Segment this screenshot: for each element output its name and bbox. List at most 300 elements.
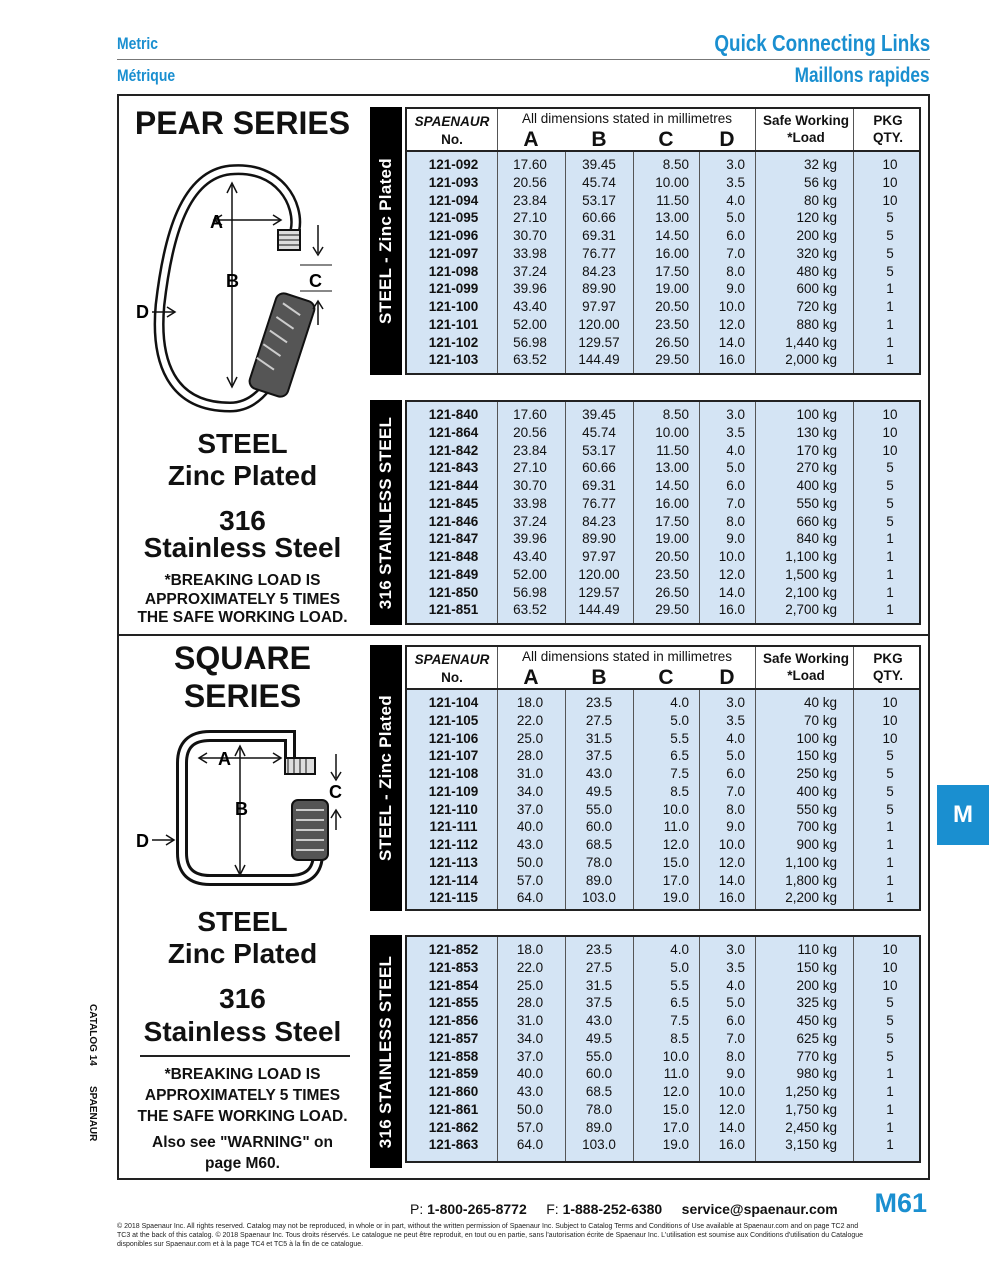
part-number: 121-842	[428, 442, 479, 458]
dim-c: 6.5	[670, 748, 689, 764]
dim-b: 39.45	[582, 407, 616, 422]
column-rule	[853, 402, 854, 623]
part-number: 121-864	[428, 424, 479, 440]
phone-label: P:	[410, 1201, 424, 1217]
dim-c: 26.50	[655, 334, 689, 350]
dim-c: 10.0	[662, 801, 689, 817]
pkg-qty: 1	[886, 281, 894, 297]
safe-working-load: 550 kg	[796, 495, 837, 511]
dim-d: 7.0	[726, 783, 745, 799]
pkg-qty: 5	[886, 210, 894, 226]
square-label-c: C	[329, 782, 342, 802]
part-number: 121-113	[429, 854, 478, 870]
safe-working-load: 1,250 kg	[785, 1084, 837, 1099]
safe-working-load: 2,100 kg	[785, 584, 837, 600]
part-number: 121-845	[428, 495, 479, 511]
pear-label-c: C	[309, 271, 322, 291]
dim-d: 8.0	[726, 513, 745, 529]
dim-b: 43.0	[585, 1013, 613, 1028]
safe-working-load: 325 kg	[796, 995, 837, 1011]
dim-b: 37.5	[585, 748, 613, 764]
dim-a: 63.52	[513, 602, 547, 618]
part-number: 121-099	[428, 281, 479, 297]
dim-d: 5.0	[726, 460, 745, 476]
col-c: C	[658, 666, 674, 689]
dim-d: 9.0	[726, 819, 745, 835]
dim-a: 39.96	[513, 531, 547, 547]
dim-b: 37.5	[585, 995, 613, 1011]
part-number: 121-098	[428, 263, 479, 279]
pkg-qty: 5	[886, 766, 894, 781]
dim-a: 50.0	[516, 1101, 544, 1117]
pear-note-2: APPROXIMATELY 5 TIMES	[144, 590, 341, 608]
square-label-d: D	[136, 831, 149, 851]
dim-c: 11.0	[663, 1066, 689, 1082]
safe-working-load: 720 kg	[796, 299, 837, 314]
pear-stainless: Stainless Steel	[143, 532, 342, 563]
dim-d: 10.0	[718, 549, 745, 564]
table-header	[407, 109, 919, 152]
dim-c: 10.00	[655, 424, 689, 440]
safe-working-load: 480 kg	[796, 263, 837, 279]
dim-b: 27.5	[585, 959, 613, 975]
safe-working-load: 32 kg	[803, 157, 837, 172]
dim-c: 19.00	[655, 531, 689, 547]
dim-d: 6.0	[726, 1013, 745, 1028]
dim-b: 89.0	[585, 1119, 613, 1135]
pkg-qty: 10	[882, 174, 898, 190]
part-number: 121-844	[428, 478, 479, 493]
dim-d: 9.0	[726, 281, 745, 297]
dim-d: 5.0	[726, 995, 745, 1011]
dim-a: 37.0	[516, 801, 544, 817]
pkg-qty: 10	[882, 442, 898, 458]
part-number: 121-857	[428, 1030, 479, 1046]
dim-a: 43.40	[513, 299, 547, 314]
safe-working-load: 400 kg	[796, 478, 837, 493]
dim-b: 60.66	[582, 460, 616, 476]
section-divider	[117, 634, 930, 636]
part-number: 121-096	[428, 228, 479, 243]
dim-c: 10.00	[655, 174, 689, 190]
pkg-qty: 5	[886, 460, 894, 476]
side-brand: SPAENAUR	[87, 1086, 98, 1142]
pkg-qty: 1	[886, 819, 894, 835]
dim-c: 23.50	[655, 316, 689, 332]
dim-c: 6.5	[670, 995, 689, 1011]
dim-b: 144.49	[578, 602, 620, 618]
header-rule	[497, 647, 498, 688]
dim-d: 3.5	[726, 959, 745, 975]
square-316: 316	[219, 983, 266, 1014]
dim-a: 25.0	[516, 730, 544, 746]
dim-c: 26.50	[655, 584, 689, 600]
part-number: 121-109	[428, 783, 479, 799]
dim-b: 23.5	[585, 695, 613, 710]
dim-b: 31.5	[585, 977, 613, 993]
dim-d: 12.0	[718, 1101, 745, 1117]
dim-c: 19.00	[655, 281, 689, 297]
safe-working-load: 2,450 kg	[785, 1119, 837, 1135]
pkg-qty: 10	[882, 192, 898, 208]
dim-c: 16.00	[655, 495, 689, 511]
dim-b: 55.0	[585, 801, 613, 817]
dim-a: 43.40	[513, 549, 547, 564]
square-note-3: THE SAFE WORKING LOAD.	[137, 1108, 348, 1125]
dim-a: 39.96	[513, 281, 547, 297]
dim-d: 8.0	[726, 263, 745, 279]
pear-steel-bar: STEEL - Zinc Plated	[370, 107, 402, 375]
pkg-qty: 5	[886, 1013, 894, 1028]
dim-d: 7.0	[726, 1030, 745, 1046]
pkg-qty: 10	[882, 157, 898, 172]
col-d: D	[719, 666, 735, 689]
safe-working-load: 625 kg	[796, 1030, 837, 1046]
dim-b: 76.77	[582, 245, 616, 261]
legal-line-2: TC3 at the back of this catalog. © 2018 Spaenaur Inc. Tous droits réservés. Le catalogue ne peut être reproduit, en tout ou en partie, sans l'autorisation écrite de Spaenaur Inc. L'utilisation est soumise aux Conditions d'utilisation du Catalogue	[117, 1232, 864, 1239]
pkg-qty: 1	[886, 299, 894, 314]
dim-c: 17.0	[662, 872, 689, 888]
square-also-1: Also see "WARNING" on	[152, 1134, 333, 1151]
dim-a: 56.98	[513, 584, 547, 600]
header-rule	[853, 647, 854, 688]
dim-a: 43.0	[516, 837, 544, 852]
dim-a: 64.0	[516, 890, 544, 906]
col-no: No.	[441, 132, 463, 147]
header-rule	[755, 647, 756, 688]
part-number: 121-860	[428, 1084, 479, 1099]
pkg-qty: 1	[886, 531, 894, 547]
part-number: 121-095	[428, 210, 479, 226]
dim-b: 53.17	[582, 442, 616, 458]
dim-a: 37.0	[516, 1048, 544, 1064]
pear-ss-bar: 316 STAINLESS STEEL	[370, 400, 402, 625]
dim-c: 23.50	[655, 566, 689, 582]
dim-c: 8.5	[670, 783, 689, 799]
legal-line-1: © 2018 Spaenaur Inc. All rights reserved. Catalog may not be reproduced, in whole or in part, without the written permission of Spaenaur Inc. Subject to Catalog Terms and Conditions of Use available at Spaenaur.com and on page TC2 and	[117, 1223, 859, 1230]
dim-c: 20.50	[655, 299, 689, 314]
pkg-qty: 1	[886, 602, 894, 618]
safe-working-load: 100 kg	[796, 407, 837, 422]
dim-d: 6.0	[726, 478, 745, 493]
dim-c: 11.50	[656, 442, 689, 458]
safe-working-load: 170 kg	[796, 442, 837, 458]
dim-b: 60.66	[582, 210, 616, 226]
dim-a: 52.00	[513, 566, 547, 582]
dim-b: 68.5	[585, 1084, 613, 1099]
header-metrique: Métrique	[117, 66, 176, 85]
part-number: 121-846	[428, 513, 479, 529]
dim-b: 78.0	[585, 854, 613, 870]
col-safe-working-load: Safe Working *Load	[762, 651, 850, 683]
part-number: 121-094	[428, 192, 479, 208]
safe-working-load: 770 kg	[796, 1048, 837, 1064]
part-number: 121-108	[428, 766, 479, 781]
col-pkg-qty: PKG QTY.	[872, 113, 903, 145]
dim-b: 103.0	[582, 890, 616, 906]
dims-note: All dimensions stated in millimetres	[521, 649, 733, 664]
dim-a: 57.0	[516, 1119, 544, 1135]
pkg-qty: 1	[886, 1119, 894, 1135]
dim-d: 12.0	[718, 566, 745, 582]
pkg-qty: 5	[886, 748, 894, 764]
pkg-qty: 5	[886, 1048, 894, 1064]
dim-a: 37.24	[513, 513, 547, 529]
square-ss-bar: 316 STAINLESS STEEL	[370, 935, 402, 1168]
dim-b: 27.5	[585, 712, 613, 728]
header-title-fr: Maillons rapides	[795, 64, 930, 87]
dim-b: 49.5	[585, 1030, 613, 1046]
pkg-qty: 10	[882, 730, 898, 746]
dim-c: 17.0	[662, 1119, 689, 1135]
dim-a: 33.98	[513, 495, 547, 511]
dim-a: 18.0	[516, 695, 544, 710]
dim-d: 3.0	[726, 695, 745, 710]
pkg-qty: 1	[886, 872, 894, 888]
dim-d: 3.5	[726, 712, 745, 728]
safe-working-load: 1,100 kg	[785, 549, 837, 564]
part-number: 121-850	[428, 584, 479, 600]
part-number: 121-849	[428, 566, 479, 582]
safe-working-load: 120 kg	[796, 210, 837, 226]
dim-c: 4.0	[670, 695, 689, 710]
safe-working-load: 3,150 kg	[785, 1137, 837, 1153]
dim-a: 20.56	[513, 424, 547, 440]
pkg-qty: 5	[886, 513, 894, 529]
dim-c: 8.5	[670, 1030, 689, 1046]
dim-b: 97.97	[582, 549, 616, 564]
dim-d: 16.0	[718, 1137, 745, 1153]
pkg-qty: 1	[886, 890, 894, 906]
part-number: 121-859	[428, 1066, 479, 1082]
dim-a: 64.0	[516, 1137, 544, 1153]
dim-b: 144.49	[578, 352, 620, 368]
dim-d: 3.0	[726, 942, 745, 957]
part-number: 121-852	[428, 942, 479, 957]
dim-b: 55.0	[585, 1048, 613, 1064]
dim-c: 4.0	[670, 942, 689, 957]
dim-d: 14.0	[718, 334, 745, 350]
part-number: 121-100	[428, 299, 479, 314]
square-label-b: B	[235, 799, 248, 819]
safe-working-load: 2,000 kg	[785, 352, 837, 368]
part-number: 121-107	[428, 748, 479, 764]
dim-a: 31.0	[516, 766, 544, 781]
pkg-qty: 5	[886, 495, 894, 511]
dim-a: 40.0	[516, 1066, 544, 1082]
dim-d: 7.0	[726, 495, 745, 511]
footer-contact	[410, 1201, 838, 1217]
column-rule	[755, 402, 756, 623]
safe-working-load: 700 kg	[796, 819, 837, 835]
pkg-qty: 5	[886, 801, 894, 817]
dim-b: 84.23	[582, 513, 616, 529]
dim-b: 78.0	[585, 1101, 613, 1117]
header-rule	[497, 109, 498, 150]
pkg-qty: 5	[886, 995, 894, 1011]
dim-a: 28.0	[516, 995, 544, 1011]
part-number: 121-106	[428, 730, 479, 746]
safe-working-load: 1,800 kg	[785, 872, 837, 888]
pkg-qty: 1	[886, 1084, 894, 1099]
dim-d: 8.0	[726, 1048, 745, 1064]
header-rule	[755, 109, 756, 150]
part-number: 121-861	[428, 1101, 479, 1117]
part-number: 121-843	[428, 460, 479, 476]
pear-note-1: *BREAKING LOAD IS	[164, 572, 321, 589]
dim-a: 23.84	[513, 442, 547, 458]
dim-d: 8.0	[726, 801, 745, 817]
col-no: No.	[441, 670, 463, 685]
part-number: 121-112	[429, 837, 478, 852]
part-number: 121-856	[428, 1013, 479, 1028]
pkg-qty: 1	[886, 837, 894, 852]
part-number: 121-862	[428, 1119, 479, 1135]
dim-a: 31.0	[516, 1013, 544, 1028]
col-b: B	[591, 666, 607, 689]
safe-working-load: 2,700 kg	[785, 602, 837, 618]
dim-c: 13.00	[655, 210, 689, 226]
dim-b: 60.0	[585, 819, 613, 835]
part-number: 121-858	[428, 1048, 479, 1064]
safe-working-load: 130 kg	[796, 424, 837, 440]
email-link[interactable]: service@spaenaur.com	[681, 1201, 838, 1217]
dim-c: 7.5	[670, 1013, 689, 1028]
safe-working-load: 56 kg	[803, 174, 837, 190]
pear-label-a: A	[210, 212, 223, 232]
column-rule	[755, 937, 756, 1161]
column-rule	[853, 937, 854, 1161]
dim-c: 14.50	[655, 478, 689, 493]
dim-c: 11.0	[663, 819, 689, 835]
section-tab-m[interactable]: M	[937, 785, 989, 845]
col-a: A	[523, 666, 539, 689]
dim-c: 5.5	[670, 730, 689, 746]
dim-d: 14.0	[718, 1119, 745, 1135]
part-number: 121-093	[428, 174, 479, 190]
dim-c: 10.0	[662, 1048, 689, 1064]
pkg-qty: 5	[886, 783, 894, 799]
dim-b: 31.5	[585, 730, 613, 746]
square-steel-bar: STEEL - Zinc Plated	[370, 645, 402, 911]
part-number: 121-111	[429, 819, 478, 835]
part-number: 121-101	[428, 316, 479, 332]
pkg-qty: 10	[882, 695, 898, 710]
dim-b: 39.45	[582, 157, 616, 172]
safe-working-load: 1,750 kg	[785, 1101, 837, 1117]
dim-b: 120.00	[578, 566, 620, 582]
square-stainless: Stainless Steel	[143, 1016, 342, 1047]
pkg-qty: 5	[886, 1030, 894, 1046]
safe-working-load: 100 kg	[796, 730, 837, 746]
header-rule	[853, 109, 854, 150]
safe-working-load: 250 kg	[796, 766, 837, 781]
dim-a: 18.0	[516, 942, 544, 957]
pkg-qty: 1	[886, 1101, 894, 1117]
phone-number[interactable]: 1-800-265-8772	[427, 1201, 527, 1217]
safe-working-load: 270 kg	[796, 460, 837, 476]
dim-c: 8.50	[662, 407, 689, 422]
square-rule	[140, 1055, 350, 1057]
col-spaenaur: SPAENAUR	[414, 114, 490, 129]
dim-d: 14.0	[718, 872, 745, 888]
dim-c: 5.0	[670, 712, 689, 728]
dim-d: 4.0	[726, 192, 745, 208]
dim-d: 12.0	[718, 854, 745, 870]
dim-c: 5.5	[670, 977, 689, 993]
dim-a: 34.0	[516, 783, 544, 799]
dim-a: 30.70	[513, 228, 547, 243]
dim-c: 11.50	[656, 192, 689, 208]
pkg-qty: 10	[882, 959, 898, 975]
dim-c: 12.0	[662, 1084, 689, 1099]
dim-d: 3.0	[726, 407, 745, 422]
pkg-qty: 5	[886, 263, 894, 279]
dim-d: 10.0	[718, 1084, 745, 1099]
square-zinc: Zinc Plated	[167, 938, 318, 969]
pkg-qty: 1	[886, 1066, 894, 1082]
part-number: 121-114	[429, 872, 478, 888]
pkg-qty: 5	[886, 245, 894, 261]
dim-a: 57.0	[516, 872, 544, 888]
dim-d: 5.0	[726, 210, 745, 226]
dim-b: 129.57	[578, 334, 620, 350]
part-number: 121-110	[429, 801, 478, 817]
dim-b: 69.31	[582, 228, 616, 243]
safe-working-load: 550 kg	[796, 801, 837, 817]
safe-working-load: 600 kg	[796, 281, 837, 297]
safe-working-load: 450 kg	[796, 1013, 837, 1028]
dim-c: 12.0	[662, 837, 689, 852]
fax-label: F:	[546, 1201, 559, 1217]
part-number: 121-105	[428, 712, 479, 728]
dim-c: 29.50	[655, 352, 689, 368]
safe-working-load: 840 kg	[796, 531, 837, 547]
dim-d: 16.0	[718, 602, 745, 618]
dim-a: 17.60	[513, 407, 547, 422]
pkg-qty: 5	[886, 478, 894, 493]
safe-working-load: 980 kg	[796, 1066, 837, 1082]
dim-a: 56.98	[513, 334, 547, 350]
pear-ss-table	[405, 400, 921, 625]
pear-zinc: Zinc Plated	[167, 460, 318, 491]
dim-d: 16.0	[718, 352, 745, 368]
dim-a: 28.0	[516, 748, 544, 764]
dim-c: 15.0	[662, 854, 689, 870]
dim-a: 50.0	[516, 854, 544, 870]
dim-d: 9.0	[726, 1066, 745, 1082]
safe-working-load: 320 kg	[796, 245, 837, 261]
dim-c: 19.0	[662, 890, 689, 906]
pear-316: 316	[219, 505, 266, 536]
safe-working-load: 2,200 kg	[785, 890, 837, 906]
pkg-qty: 10	[882, 977, 898, 993]
pkg-qty: 1	[886, 334, 894, 350]
col-c: C	[658, 128, 674, 151]
pear-label-d: D	[136, 302, 149, 322]
col-a: A	[523, 128, 539, 151]
dim-a: 34.0	[516, 1030, 544, 1046]
dim-a: 22.0	[516, 712, 544, 728]
pkg-qty: 10	[882, 424, 898, 440]
part-number: 121-092	[428, 157, 479, 172]
dims-note: All dimensions stated in millimetres	[521, 111, 733, 126]
dim-a: 52.00	[513, 316, 547, 332]
square-steel-table	[405, 645, 921, 911]
pkg-qty: 1	[886, 566, 894, 582]
square-steel: STEEL	[197, 906, 288, 937]
dim-d: 7.0	[726, 245, 745, 261]
